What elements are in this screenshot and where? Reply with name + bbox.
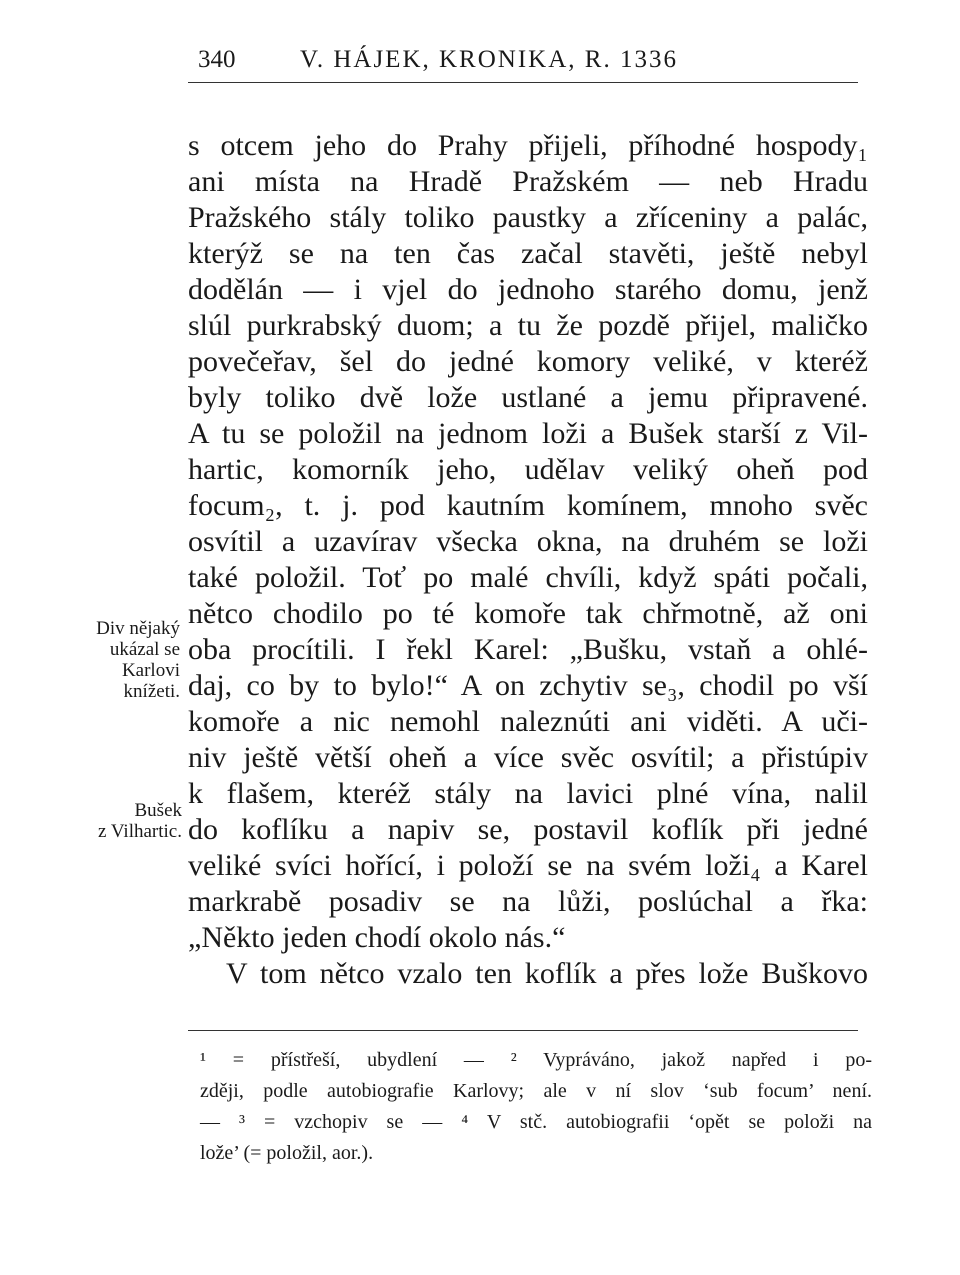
margin-note-line: ukázal se [109,639,180,660]
text-line: osvítil a uzavírav všecka okna, na druhém se loži [188,525,868,558]
text-line: dodělán — i vjel do jednoho starého domu, jenž [188,273,868,306]
margin-note-line: knížeti. [123,681,180,702]
text-line: s otcem jeho do Prahy přijeli, příhodné hospody₁ [188,129,868,162]
text-line: „Někto jeden chodí okolo nás.“ [188,921,566,954]
text-line: oba procítili. I řekl Karel: „Bušku, vstaň a ohlé- [188,633,868,666]
running-header [188,40,868,80]
margin-note-line: Div nějaký [96,618,180,639]
text-line: nětco chodilo po té komoře tak chřmotně, až oni [188,597,868,630]
text-line: niv ještě větší oheň a více svěc osvítil; a přistúpiv [188,741,868,774]
margin-note-div-karlovi [40,618,180,702]
text-line: slúl purkrabský duom; a tu že pozdě přijel, maličko [188,309,868,342]
text-line: povečeřav, šel do jedné komory veliké, v kteréž [188,345,868,378]
text-line: V tom nětco vzalo ten koflík a přes lože Buškovo [226,957,868,990]
text-line: do koflíku a napiv se, postavil koflík při jedné [188,813,868,846]
text-line: kterýž se na ten čas začal stavěti, ještě nebyl [188,237,868,270]
text-line: Pražského stály toliko paustky a zříceniny a palác, [188,201,868,234]
header-rule [188,82,858,83]
text-line: byly toliko dvě lože ustlané a jemu připravené. [188,381,868,414]
text-line: ani místa na Hradě Pražském — neb Hradu [188,165,868,198]
margin-note-busek [40,800,182,842]
text-line: hartic, komorník jeho, udělav veliký oheň pod [188,453,868,486]
margin-note-line: z Vilhartic. [98,821,182,842]
footnote-line: lože’ (= položil, aor.). [200,1142,374,1164]
page-number: 340 [198,46,236,73]
text-line: markrabě posadiv se na lůži, poslúchal a řka: [188,885,868,918]
footnote-rule [188,1030,858,1031]
margin-note-line: Karlovi [121,660,180,681]
text-line: A tu se položil na jednom loži a Bušek starší z Vil- [188,417,868,450]
text-line: k flašem, kteréž stály na lavici plné vína, nalil [188,777,868,810]
margin-note-line: Bušek [134,800,182,821]
text-line: focum₂, t. j. pod kautním komínem, mnoho svěc [188,489,868,522]
text-line: daj, co by to bylo!“ A on zchytiv se₃, chodil po vší [188,669,868,702]
footnote-line: zději, podle autobiografie Karlovy; ale v ní slov ‘sub focum’ není. [200,1080,872,1102]
text-line: komoře a nic nemohl naleznúti ani viděti. A uči- [188,705,868,738]
text-line: také položil. Toť po malé chvíli, když spáti počali, [188,561,868,594]
running-title: V. HÁJEK, KRONIKA, R. 1336 [300,46,678,73]
footnote-line: — ³ = vzchopiv se — ⁴ V stč. autobiografii ‘opět se položi na [200,1111,872,1133]
text-line: veliké svíci hořící, i položí se na svém loži₄ a Karel [188,849,868,882]
footnote-line: ¹ = přístřeší, ubydlení — ² Vypráváno, jakož napřed i po- [200,1049,872,1071]
